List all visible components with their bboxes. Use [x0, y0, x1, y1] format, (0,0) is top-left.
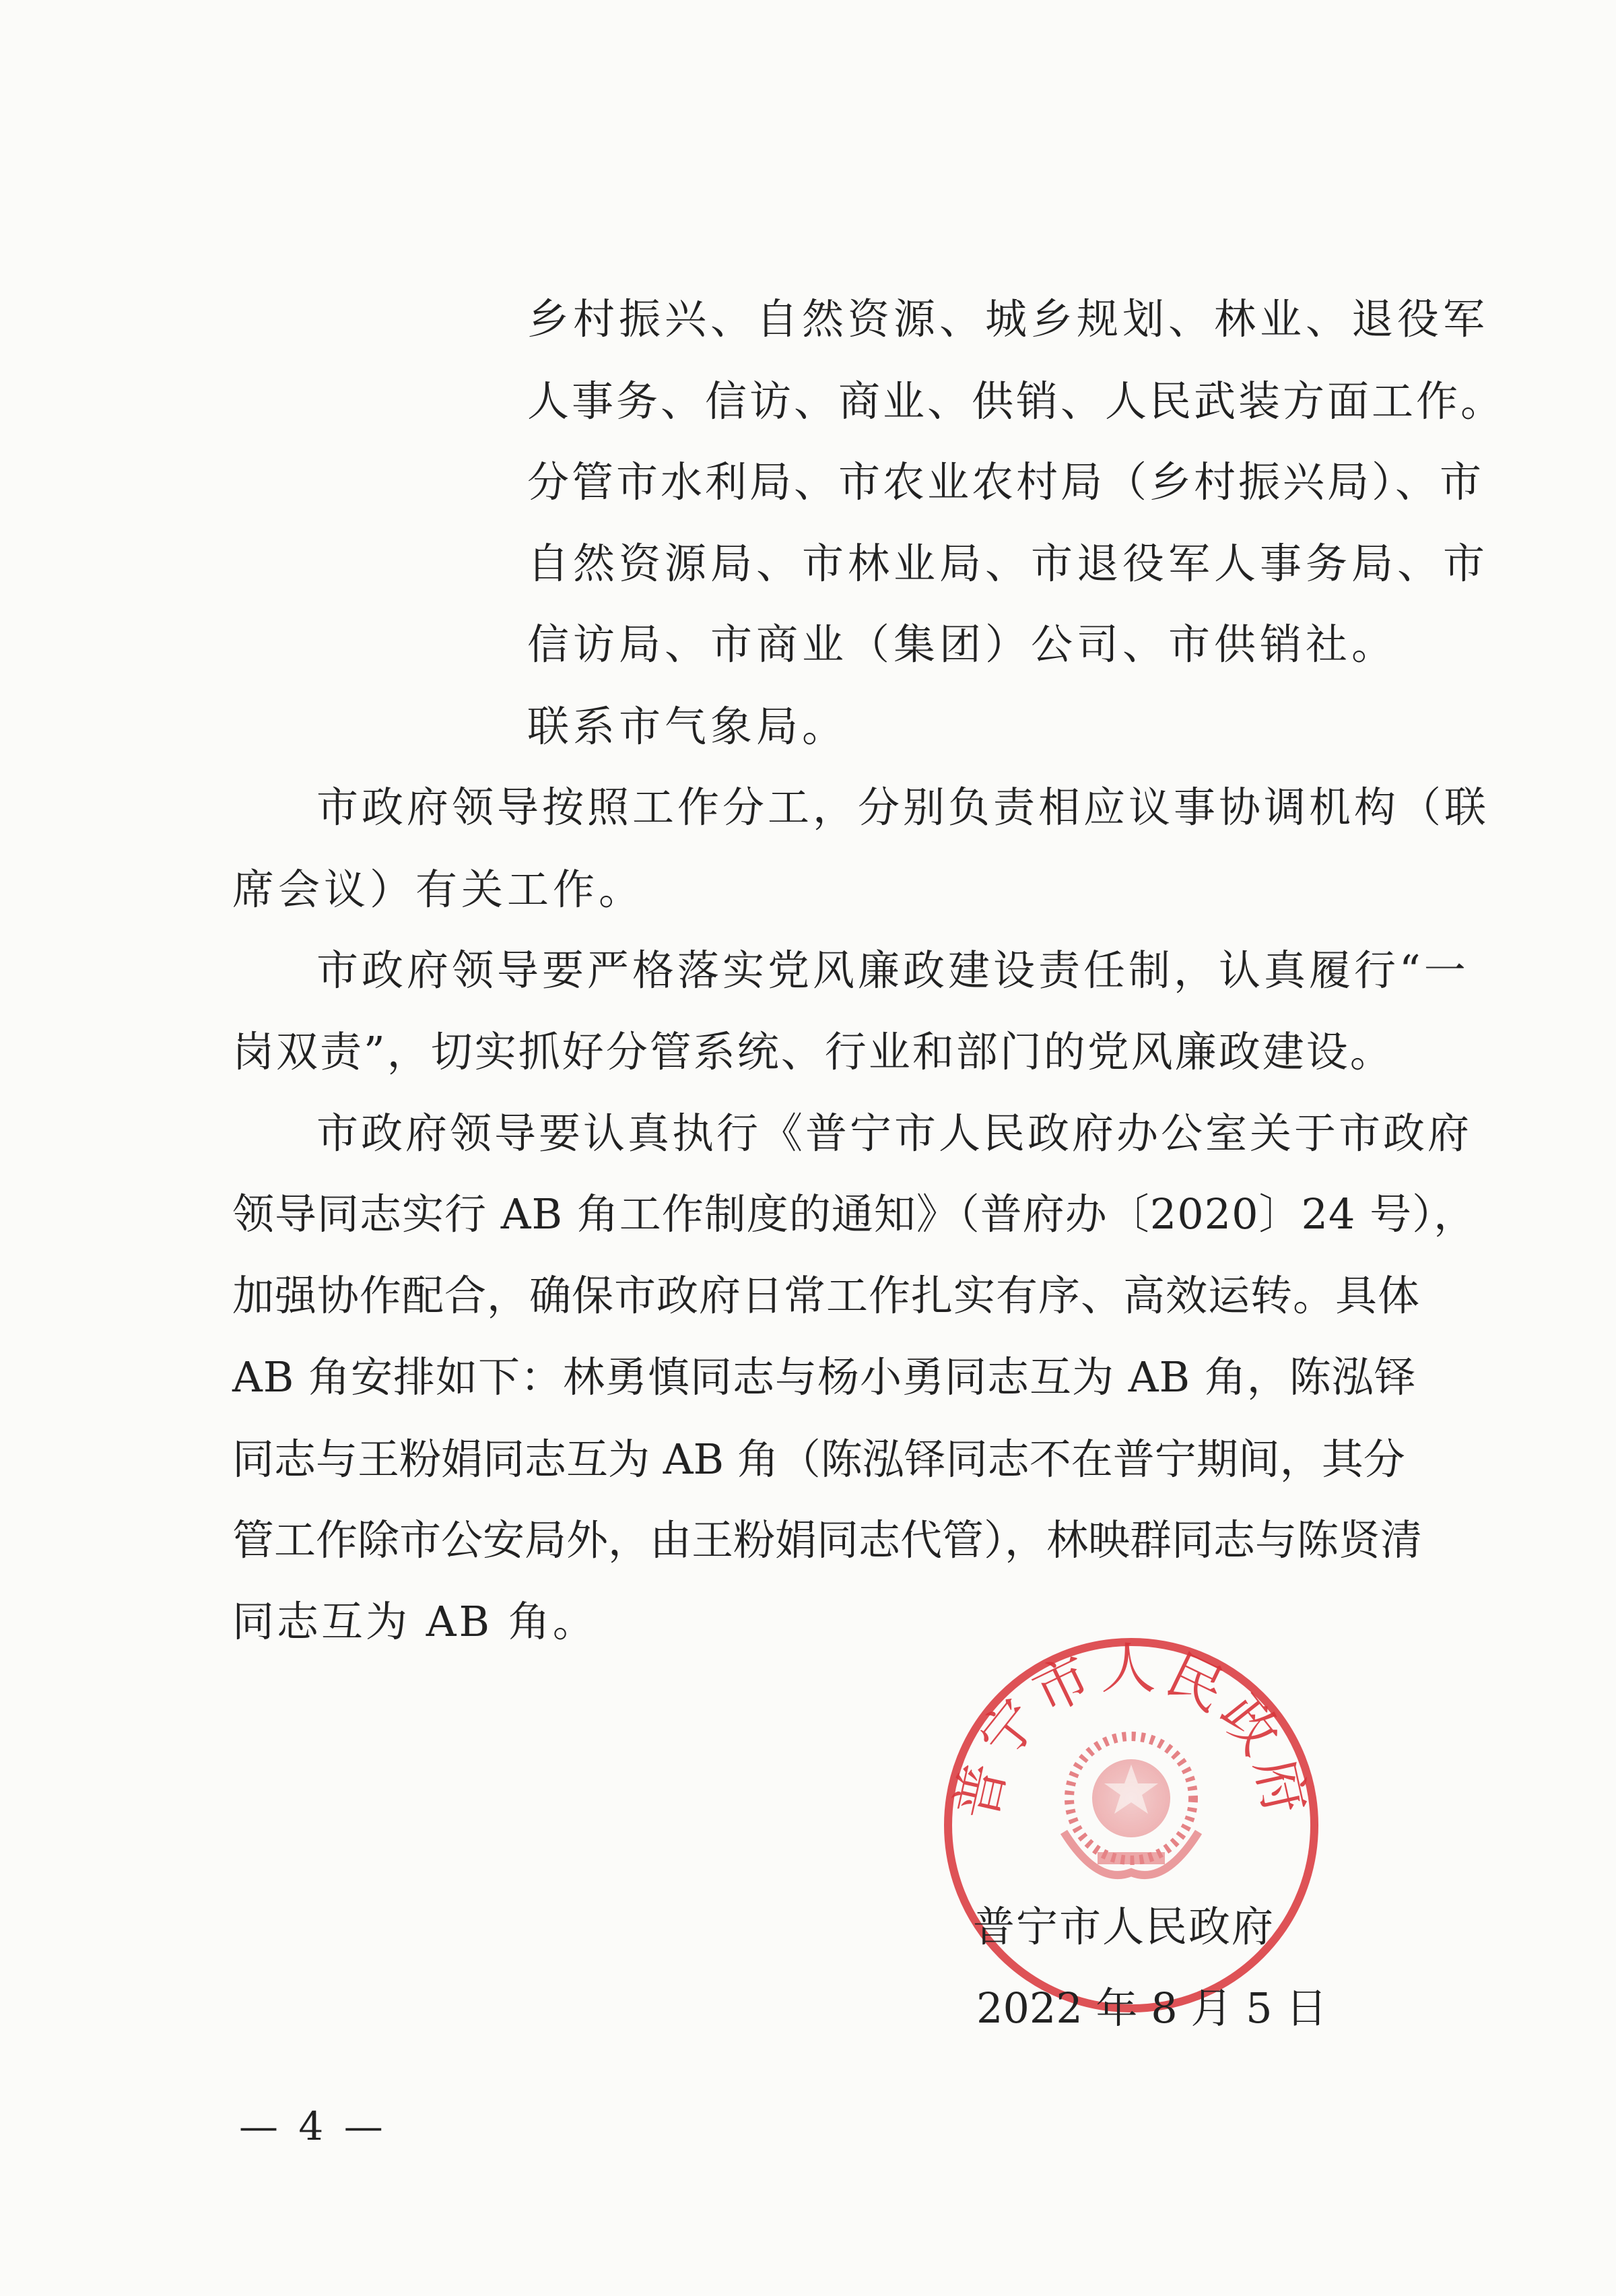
seal-text: 普宁市人民政府	[943, 1637, 1319, 1826]
body-line-2: 人事务、信访、商业、供销、人民武装方面工作。	[527, 376, 1506, 426]
body-line-5: 信访局、市商业（集团）公司、市供销社。	[527, 620, 1398, 669]
body-line-10: 岗双责”，切实抓好分管系统、行业和部门的党风廉政建设。	[232, 1027, 1394, 1076]
body-line-4: 自然资源局、市林业局、市退役军人事务局、市	[527, 539, 1489, 588]
body-line-14: AB 角安排如下：林勇慎同志与杨小勇同志互为 AB 角，陈泓铎	[232, 1352, 1417, 1402]
body-line-11: 市政府领导要认真执行《普宁市人民政府办公室关于市政府	[316, 1109, 1473, 1158]
body-line-12: 领导同志实行 AB 角工作制度的通知》（普府办〔2020〕24 号），	[232, 1189, 1477, 1239]
body-line-15: 同志与王粉娟同志互为 AB 角（陈泓铎同志不在普宁期间，其分	[232, 1435, 1405, 1484]
national-emblem-icon	[1064, 1736, 1199, 1875]
signing-date: 2022 年 8 月 5 日	[976, 1983, 1328, 2033]
body-line-3: 分管市水利局、市农业农村局（乡村振兴局）、市	[527, 457, 1485, 506]
body-line-17: 同志互为 AB 角。	[232, 1597, 597, 1646]
official-seal	[936, 1630, 1326, 2021]
body-line-13: 加强协作配合，确保市政府日常工作扎实有序、高效运转。具体	[232, 1271, 1421, 1320]
body-line-1: 乡村振兴、自然资源、城乡规划、林业、退役军	[527, 294, 1489, 343]
body-line-6: 联系市气象局。	[527, 702, 848, 751]
page-number: — 4 —	[239, 2103, 387, 2149]
body-line-9: 市政府领导要严格落实党风廉政建设责任制，认真履行“一	[316, 946, 1469, 995]
body-line-7: 市政府领导按照工作分工，分别负责相应议事协调机构（联	[316, 783, 1490, 832]
body-line-16: 管工作除市公安局外，由王粉娟同志代管），林映群同志与陈贤清	[232, 1515, 1423, 1565]
signing-organization: 普宁市人民政府	[973, 1902, 1275, 1951]
body-line-8: 席会议）有关工作。	[232, 865, 645, 914]
